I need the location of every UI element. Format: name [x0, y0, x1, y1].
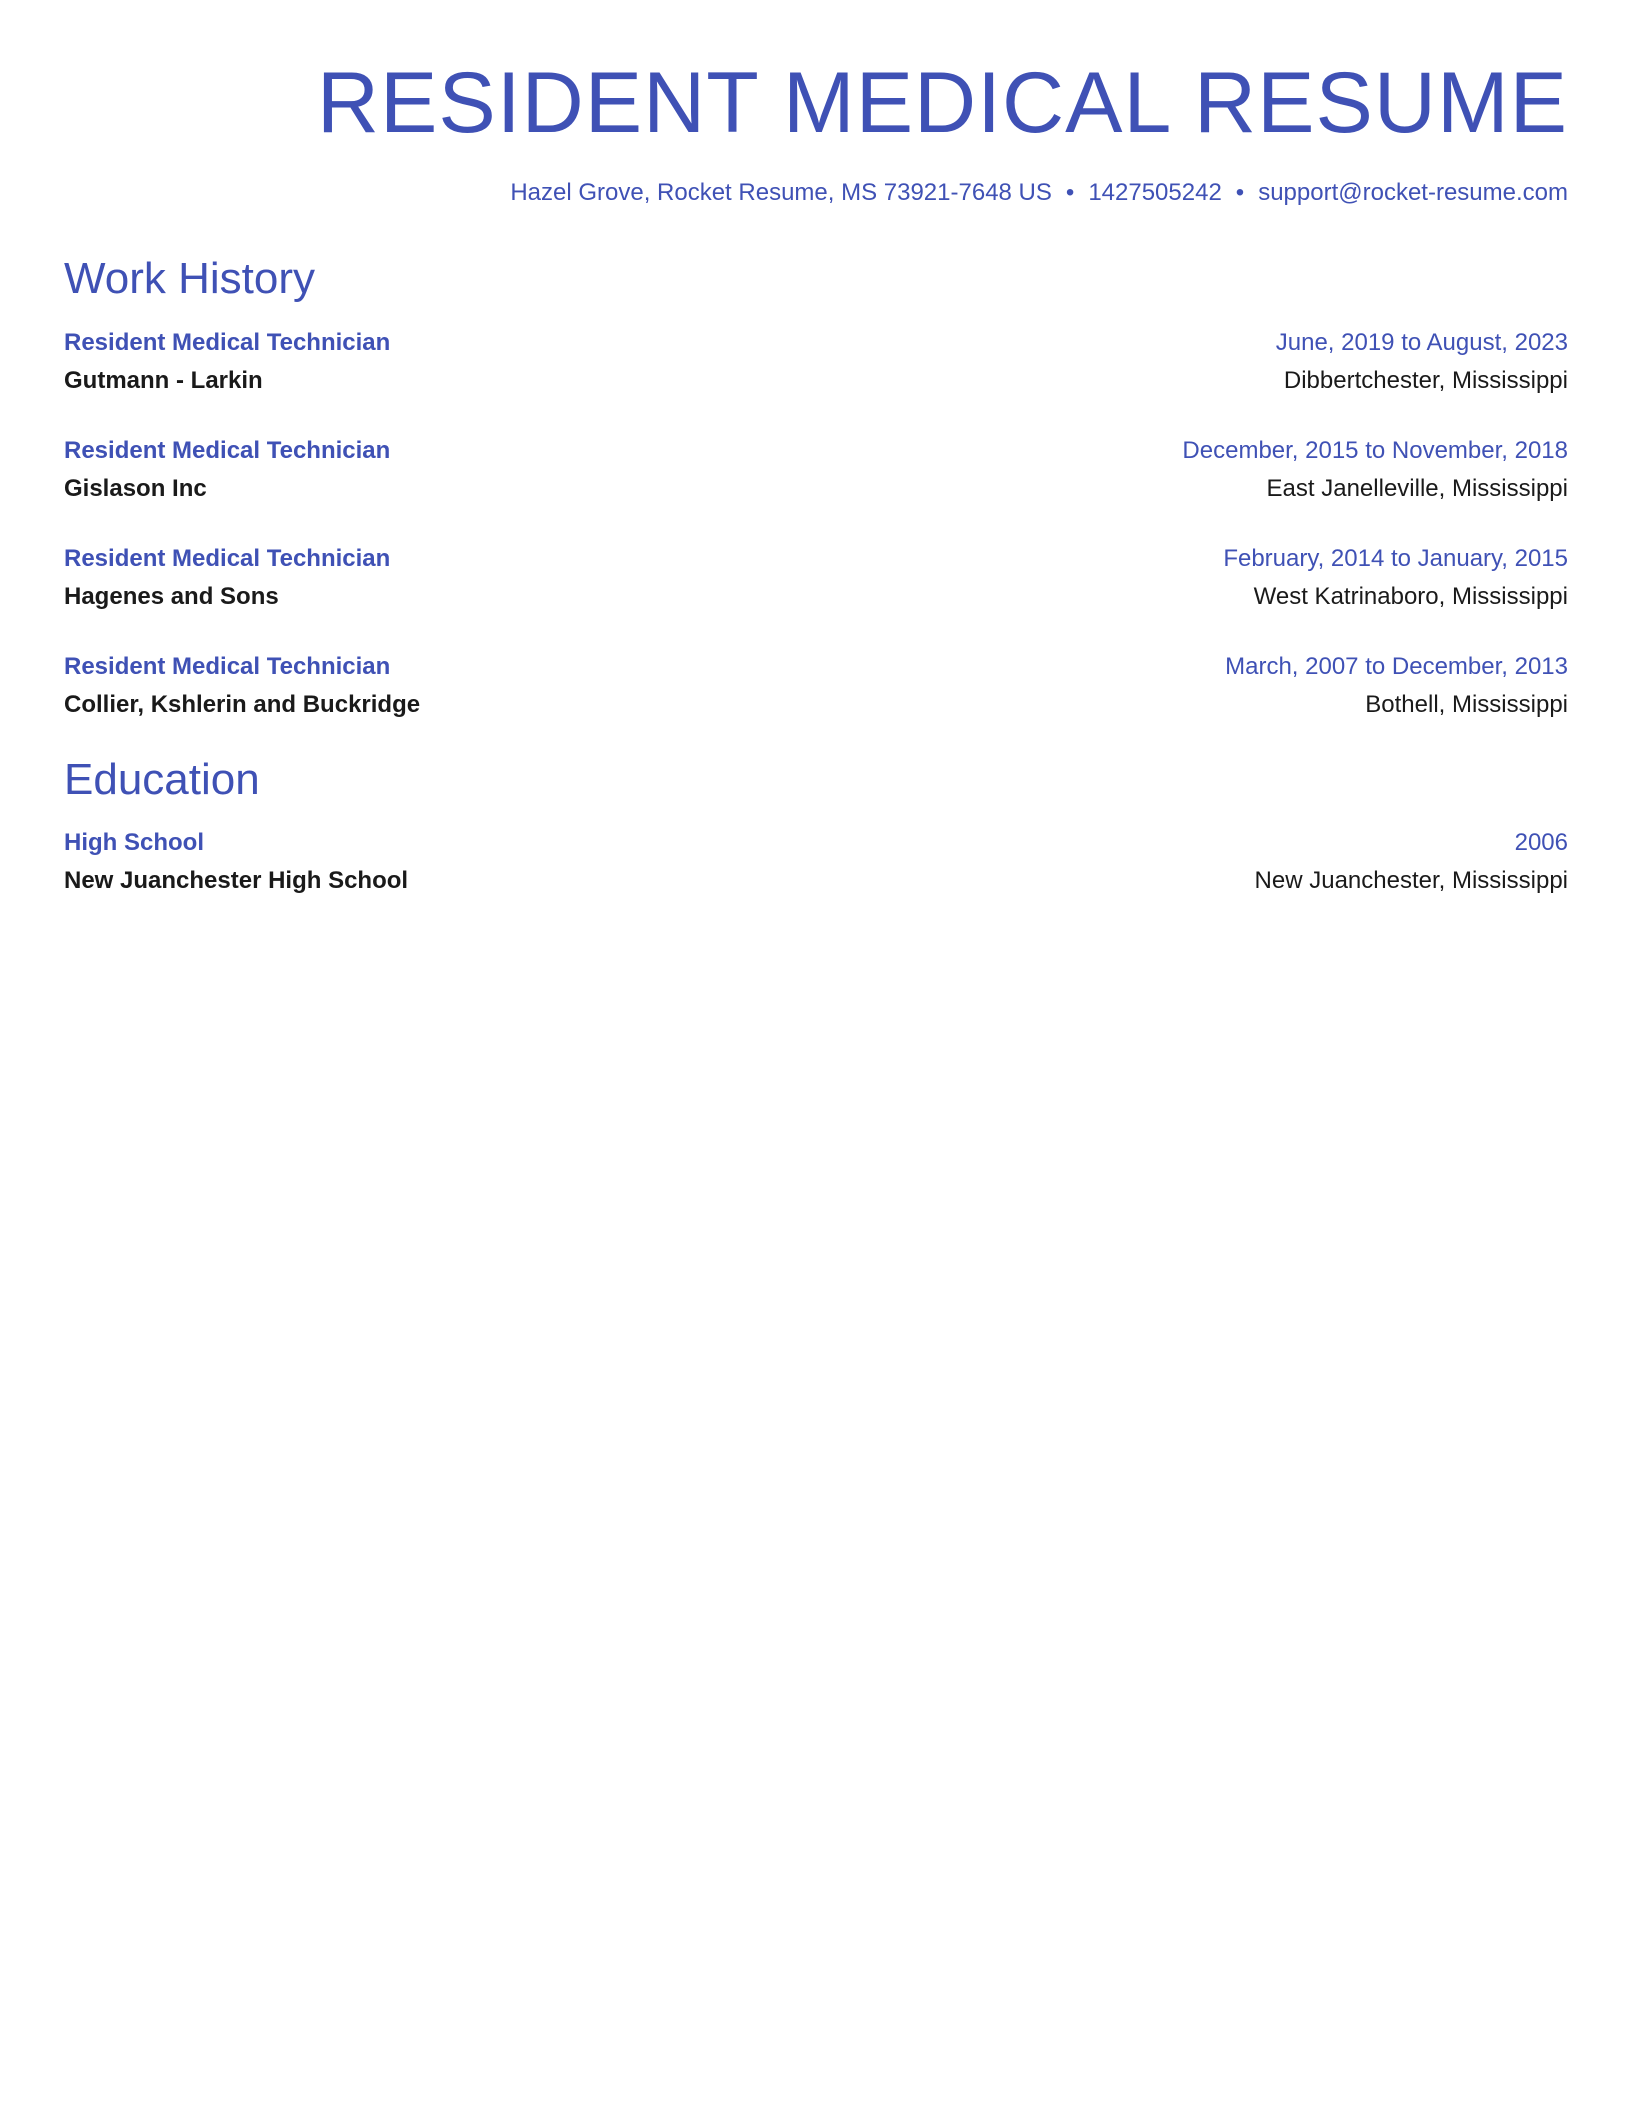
job-title: Resident Medical Technician — [64, 652, 391, 680]
graduation-year: 2006 — [1514, 829, 1568, 857]
job-title: Resident Medical Technician — [64, 544, 391, 572]
job-title: Resident Medical Technician — [64, 328, 391, 356]
job-location: Dibbertchester, Mississippi — [1283, 366, 1568, 394]
degree-name: High School — [64, 829, 204, 857]
job-title: Resident Medical Technician — [64, 436, 391, 464]
contact-address: Hazel Grove, Rocket Resume, MS 73921-7648 US — [510, 178, 1052, 206]
education-entry — [64, 824, 1568, 900]
contact-separator: • — [1235, 178, 1245, 206]
company-name: Gislason Inc — [64, 474, 207, 502]
contact-phone: 1427505242 — [1088, 178, 1222, 206]
company-name: Gutmann - Larkin — [64, 366, 263, 394]
section-title-work-history: Work History — [64, 254, 315, 304]
company-name: Collier, Kshlerin and Buckridge — [64, 690, 421, 718]
job-dates: June, 2019 to August, 2023 — [1275, 328, 1568, 356]
job-location: West Katrinaboro, Mississippi — [1253, 582, 1568, 610]
job-dates: December, 2015 to November, 2018 — [1182, 436, 1568, 464]
job-location: East Janelleville, Mississippi — [1266, 474, 1568, 502]
work-entry — [64, 540, 1568, 616]
job-dates: March, 2007 to December, 2013 — [1225, 652, 1568, 680]
section-title-education: Education — [64, 754, 260, 804]
school-location: New Juanchester, Mississippi — [1254, 867, 1568, 895]
contact-separator: • — [1065, 178, 1075, 206]
contact-email: support@rocket-resume.com — [1258, 178, 1568, 206]
education-section — [64, 756, 1568, 900]
work-history-section — [64, 255, 1568, 723]
job-dates: February, 2014 to January, 2015 — [1223, 544, 1568, 572]
work-entry — [64, 432, 1568, 508]
school-name: New Juanchester High School — [64, 867, 409, 895]
work-entry — [64, 324, 1568, 400]
job-location: Bothell, Mississippi — [1365, 690, 1568, 718]
resume-header — [64, 56, 1568, 207]
work-entry — [64, 648, 1568, 724]
resume-title: RESIDENT MEDICAL RESUME — [316, 55, 1568, 151]
company-name: Hagenes and Sons — [64, 582, 279, 610]
contact-line — [64, 179, 1568, 208]
